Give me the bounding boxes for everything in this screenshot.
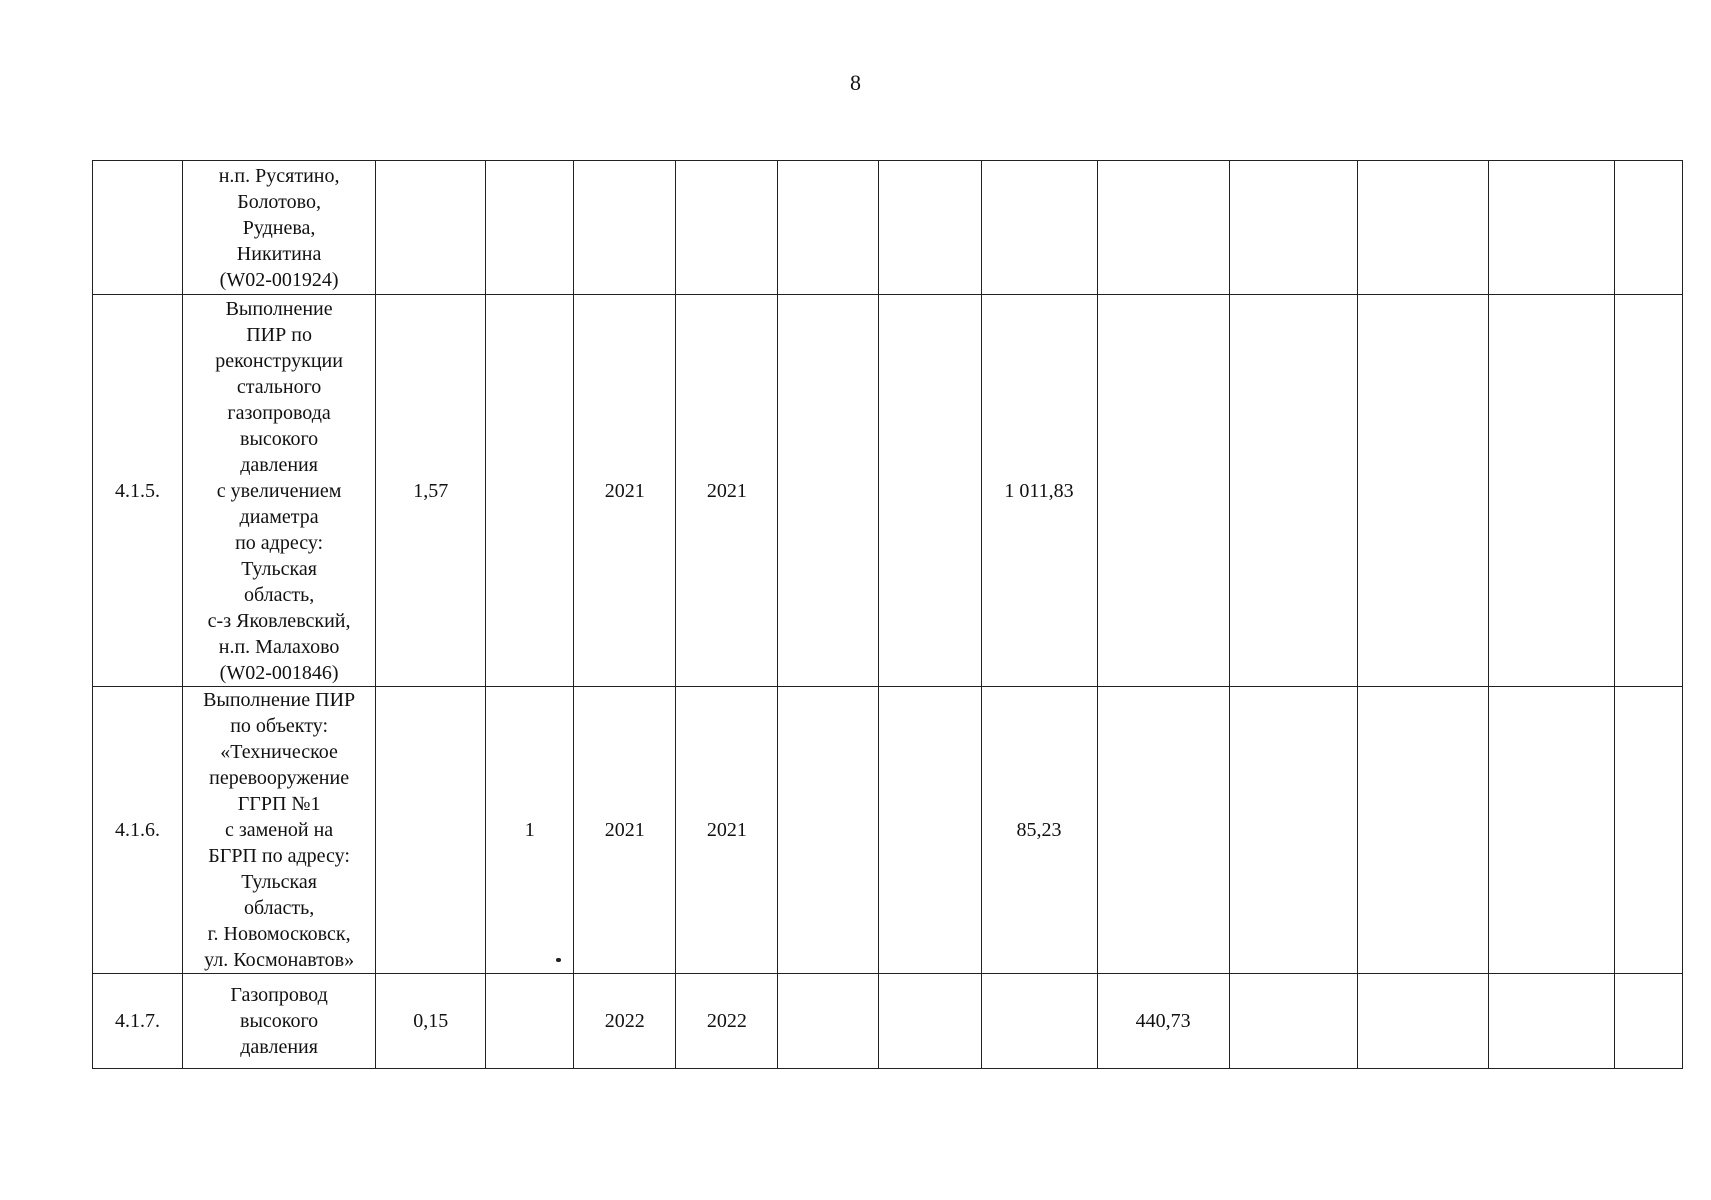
table-cell <box>1229 295 1357 687</box>
row-number-cell: 4.1.5. <box>93 295 183 687</box>
table-cell <box>1357 974 1488 1069</box>
table-cell: 2021 <box>574 687 676 974</box>
table-cell <box>778 687 879 974</box>
table-cell <box>1357 295 1488 687</box>
table-cell <box>981 974 1097 1069</box>
table-cell <box>486 974 574 1069</box>
table-cell <box>778 161 879 295</box>
page-number: 8 <box>850 70 861 95</box>
table-cell: 2022 <box>574 974 676 1069</box>
description-cell: н.п. Русятино, Болотово, Руднева, Никитина (W02-001924) <box>183 161 376 295</box>
table-cell <box>1488 161 1614 295</box>
table-cell <box>879 161 981 295</box>
table-cell: 2021 <box>574 295 676 687</box>
table-cell <box>1614 295 1682 687</box>
description-cell: Газопровод высокого давления <box>183 974 376 1069</box>
table-cell <box>879 974 981 1069</box>
table-cell <box>1488 295 1614 687</box>
description-cell: Выполнение ПИР по объекту: «Техническое перевооружение ГГРП №1 с заменой на БГРП по адресу: Тульская область, г. Новомосковск, ул. Космонавтов» <box>183 687 376 974</box>
table-cell <box>676 161 778 295</box>
table-row <box>93 687 1683 974</box>
table-cell <box>486 295 574 687</box>
table-cell <box>1097 161 1229 295</box>
table-cell <box>1229 974 1357 1069</box>
ink-dot-mark <box>556 958 561 962</box>
table-cell <box>1614 161 1682 295</box>
table-cell: 85,23 <box>981 687 1097 974</box>
table-cell <box>1614 687 1682 974</box>
table-cell: 0,15 <box>376 974 486 1069</box>
table-cell <box>376 161 486 295</box>
table-cell: 2021 <box>676 687 778 974</box>
description-cell: Выполнение ПИР по реконструкции стального газопровода высокого давления с увеличением диаметра по адресу: Тульская область, с-з Яковлевский, н.п. Малахово (W02-001846) <box>183 295 376 687</box>
table-cell: 2021 <box>676 295 778 687</box>
table-cell <box>879 295 981 687</box>
table-row <box>93 161 1683 295</box>
table-cell <box>376 687 486 974</box>
row-number-cell <box>93 161 183 295</box>
table-row <box>93 295 1683 687</box>
row-number-cell: 4.1.6. <box>93 687 183 974</box>
row-number-cell: 4.1.7. <box>93 974 183 1069</box>
table-cell <box>879 687 981 974</box>
table-cell <box>981 161 1097 295</box>
table-cell <box>1488 974 1614 1069</box>
table-cell <box>574 161 676 295</box>
table-cell <box>1097 295 1229 687</box>
table-cell <box>1229 687 1357 974</box>
table-cell <box>1097 687 1229 974</box>
table-cell: 1,57 <box>376 295 486 687</box>
table-row <box>93 974 1683 1069</box>
table-cell <box>778 295 879 687</box>
table-cell: 440,73 <box>1097 974 1229 1069</box>
data-table <box>92 160 1683 1069</box>
table-cell <box>1229 161 1357 295</box>
table-cell <box>1488 687 1614 974</box>
table-cell <box>1357 687 1488 974</box>
table-cell <box>778 974 879 1069</box>
table-cell: 1 011,83 <box>981 295 1097 687</box>
table-cell: 2022 <box>676 974 778 1069</box>
table-cell <box>1614 974 1682 1069</box>
table-cell <box>1357 161 1488 295</box>
table-cell: 1 <box>486 687 574 974</box>
table-cell <box>486 161 574 295</box>
